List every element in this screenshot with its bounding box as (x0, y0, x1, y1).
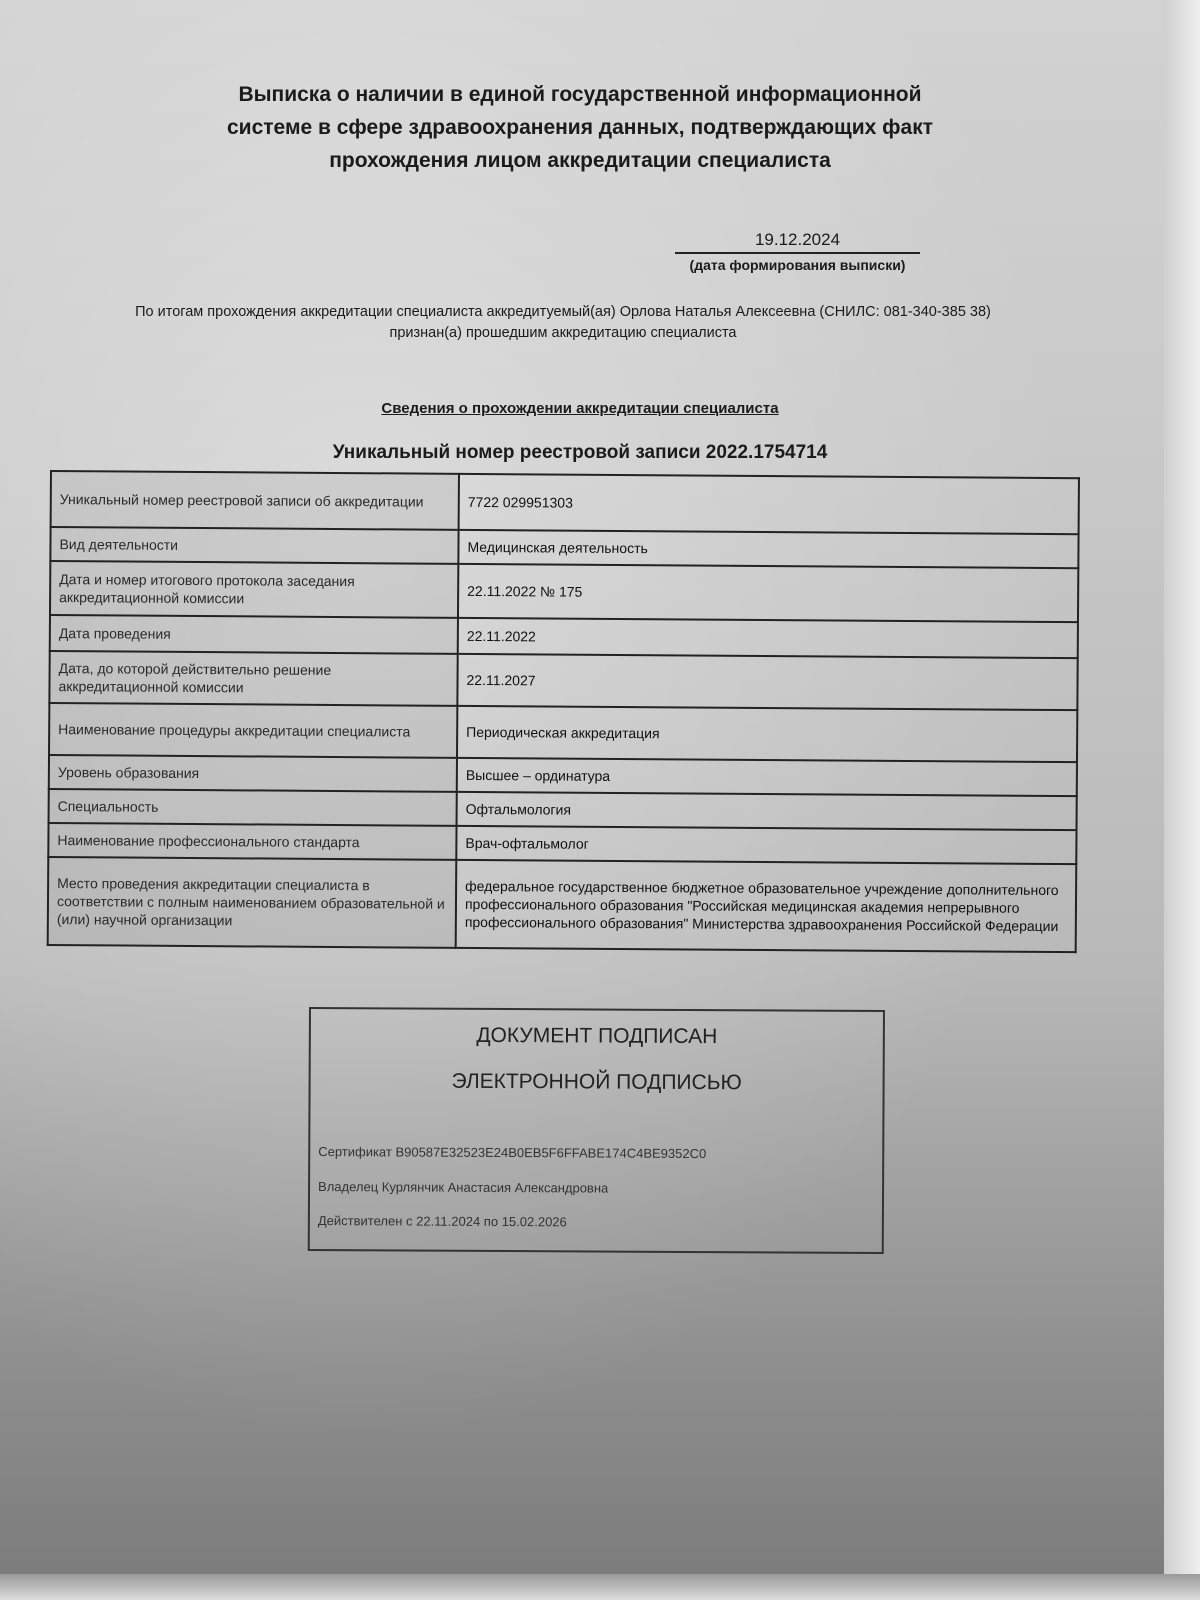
row-label: Специальность (49, 789, 457, 826)
row-value: 7722 029951303 (459, 474, 1079, 534)
electronic-signature-stamp (308, 1007, 885, 1254)
title-line-3: прохождения лицом аккредитации специалиста (329, 149, 831, 172)
row-value: 22.11.2022 № 175 (458, 564, 1078, 622)
row-label: Наименование процедуры аккредитации специалиста (49, 703, 457, 758)
table-row (49, 651, 1077, 710)
table-row (50, 561, 1078, 622)
table-row (48, 857, 1077, 952)
signature-title-line-2: ЭЛЕКТРОННОЙ ПОДПИСЬЮ (451, 1069, 742, 1095)
section-title: Сведения о прохождении аккредитации специалиста (381, 400, 779, 417)
row-label: Дата, до которой действительно решение аккредитационной комиссии (49, 651, 457, 706)
signature-validity: Действителен с 22.11.2024 по 15.02.2026 (317, 1213, 567, 1230)
paper-edge-bottom (0, 1574, 1200, 1600)
signature-certificate: Сертификат B90587E32523E24B0EB5F6FFABE174C4BE9352C0 (318, 1144, 707, 1162)
table-row (49, 703, 1077, 762)
row-label: Дата и номер итогового протокола заседания аккредитационной комиссии (50, 561, 458, 618)
row-label: Вид деятельности (50, 527, 458, 564)
row-label: Наименование профессионального стандарта (48, 823, 456, 860)
title-line-1: Выписка о наличии в единой государственной информационной (238, 83, 922, 106)
row-value: Высшее – ординатура (457, 758, 1077, 796)
intro-paragraph (48, 302, 1078, 344)
row-value: Периодическая аккредитация (457, 706, 1077, 762)
paper-edge-right (1164, 0, 1200, 1600)
accreditation-table (47, 470, 1080, 953)
row-value: федеральное государственное бюджетное образовательное учреждение дополнительного профессионального образования "Российская медицинская академия непрерывного профессионального образования" Министерства здравоохранения Российской Федерации (456, 860, 1077, 952)
statement-date-caption: (дата формирования выписки) (689, 257, 906, 273)
row-label: Уровень образования (49, 755, 457, 792)
row-value: 22.11.2022 (458, 618, 1078, 658)
registry-number-title: Уникальный номер реестровой записи 2022.1754714 (332, 442, 828, 463)
statement-date-block (675, 230, 920, 273)
statement-date: 19.12.2024 (675, 230, 920, 254)
table-row (51, 471, 1079, 534)
signature-title-line-1: ДОКУМЕНТ ПОДПИСАН (476, 1023, 718, 1049)
row-value: Врач-офтальмолог (456, 826, 1076, 864)
title-line-2: системе в сфере здравоохранения данных, подтверждающих факт (226, 116, 933, 139)
row-label: Уникальный номер реестровой записи об аккредитации (51, 471, 459, 530)
intro-line-1: По итогам прохождения аккредитации специалиста аккредитуемый(ая) Орлова Наталья Алексеевна (СНИЛС: 081-340-385 38) (135, 304, 991, 320)
row-value: Офтальмология (457, 792, 1077, 830)
row-label: Место проведения аккредитации специалиста в соответствии с полным наименованием образовательной и (или) научной организации (48, 857, 457, 948)
signature-owner: Владелец Курлянчик Анастасия Александровна (318, 1179, 609, 1196)
row-value: Медицинская деятельность (458, 530, 1078, 568)
intro-line-2: признан(а) прошедшим аккредитацию специалиста (389, 325, 737, 341)
document-title (150, 78, 1010, 177)
row-value: 22.11.2027 (457, 654, 1077, 710)
row-label: Дата проведения (50, 615, 458, 654)
